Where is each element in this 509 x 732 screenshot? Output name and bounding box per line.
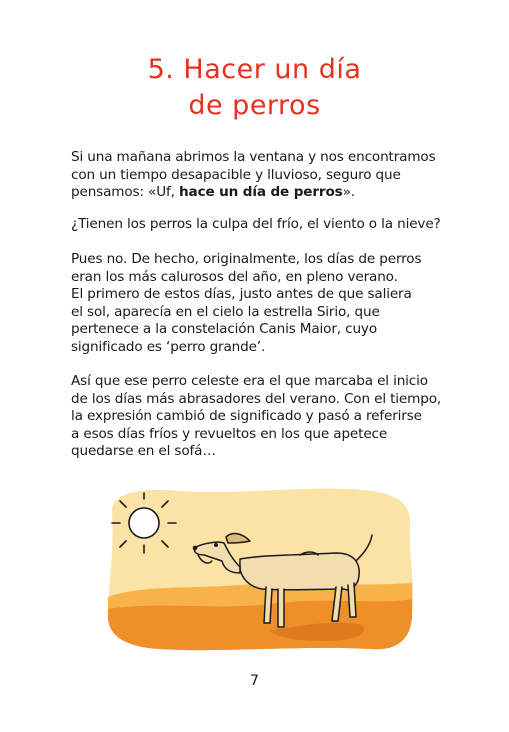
desert-dunes xyxy=(108,599,412,650)
paragraph-3-line: pertenece a la constelación Canis Maior, cuyo xyxy=(71,321,377,338)
hot-day-dog-illustration xyxy=(100,485,418,655)
paragraph-4-line: a esos días fríos y revueltos en los que apetece xyxy=(71,425,388,442)
paragraph-3-line: el sol, aparecía en el cielo la estrella Sirio, que xyxy=(71,303,380,320)
paragraph-3-line: significado es ‘perro grande’. xyxy=(71,338,266,355)
paragraph-3-line: eran los más calurosos del año, en pleno verano. xyxy=(71,268,398,285)
paragraph-1-line: Si una mañana abrimos la ventana y nos encontramos xyxy=(71,149,436,165)
paragraph-2-line: ¿Tienen los perros la culpa del frío, el viento o la nieve? xyxy=(71,216,441,232)
text-span: pensamos: «Uf, xyxy=(71,184,180,201)
chapter-title-line-2: de perros xyxy=(188,90,321,121)
paragraph-4-line: de los días más abrasadores del verano. Con el tiempo, xyxy=(71,390,442,407)
highlighted-expression: hace un día de perros xyxy=(179,184,343,201)
paragraph-4-line: quedarse en el sofá… xyxy=(71,443,216,460)
paragraph-1-line xyxy=(71,184,451,202)
chapter-title-line-1: 5. Hacer un día xyxy=(147,54,362,85)
page-number: 7 xyxy=(250,673,259,689)
paragraph-3-line: El primero de estos días, justo antes de que saliera xyxy=(71,286,412,303)
paragraph-3-line: Pues no. De hecho, originalmente, los días de perros xyxy=(71,251,422,267)
paragraph-1 xyxy=(71,149,451,202)
paragraph-1-line: con un tiempo desapacible y lluvioso, seguro que xyxy=(71,166,401,183)
paragraph-2 xyxy=(71,216,451,234)
paragraph-4 xyxy=(71,373,451,461)
paragraph-3 xyxy=(71,251,451,357)
paragraph-4-line: la expresión cambió de significado y pasó a referirse xyxy=(71,408,422,425)
paragraph-4-line: Así que ese perro celeste era el que marcaba el inicio xyxy=(71,373,428,389)
text-span: ». xyxy=(342,184,355,201)
